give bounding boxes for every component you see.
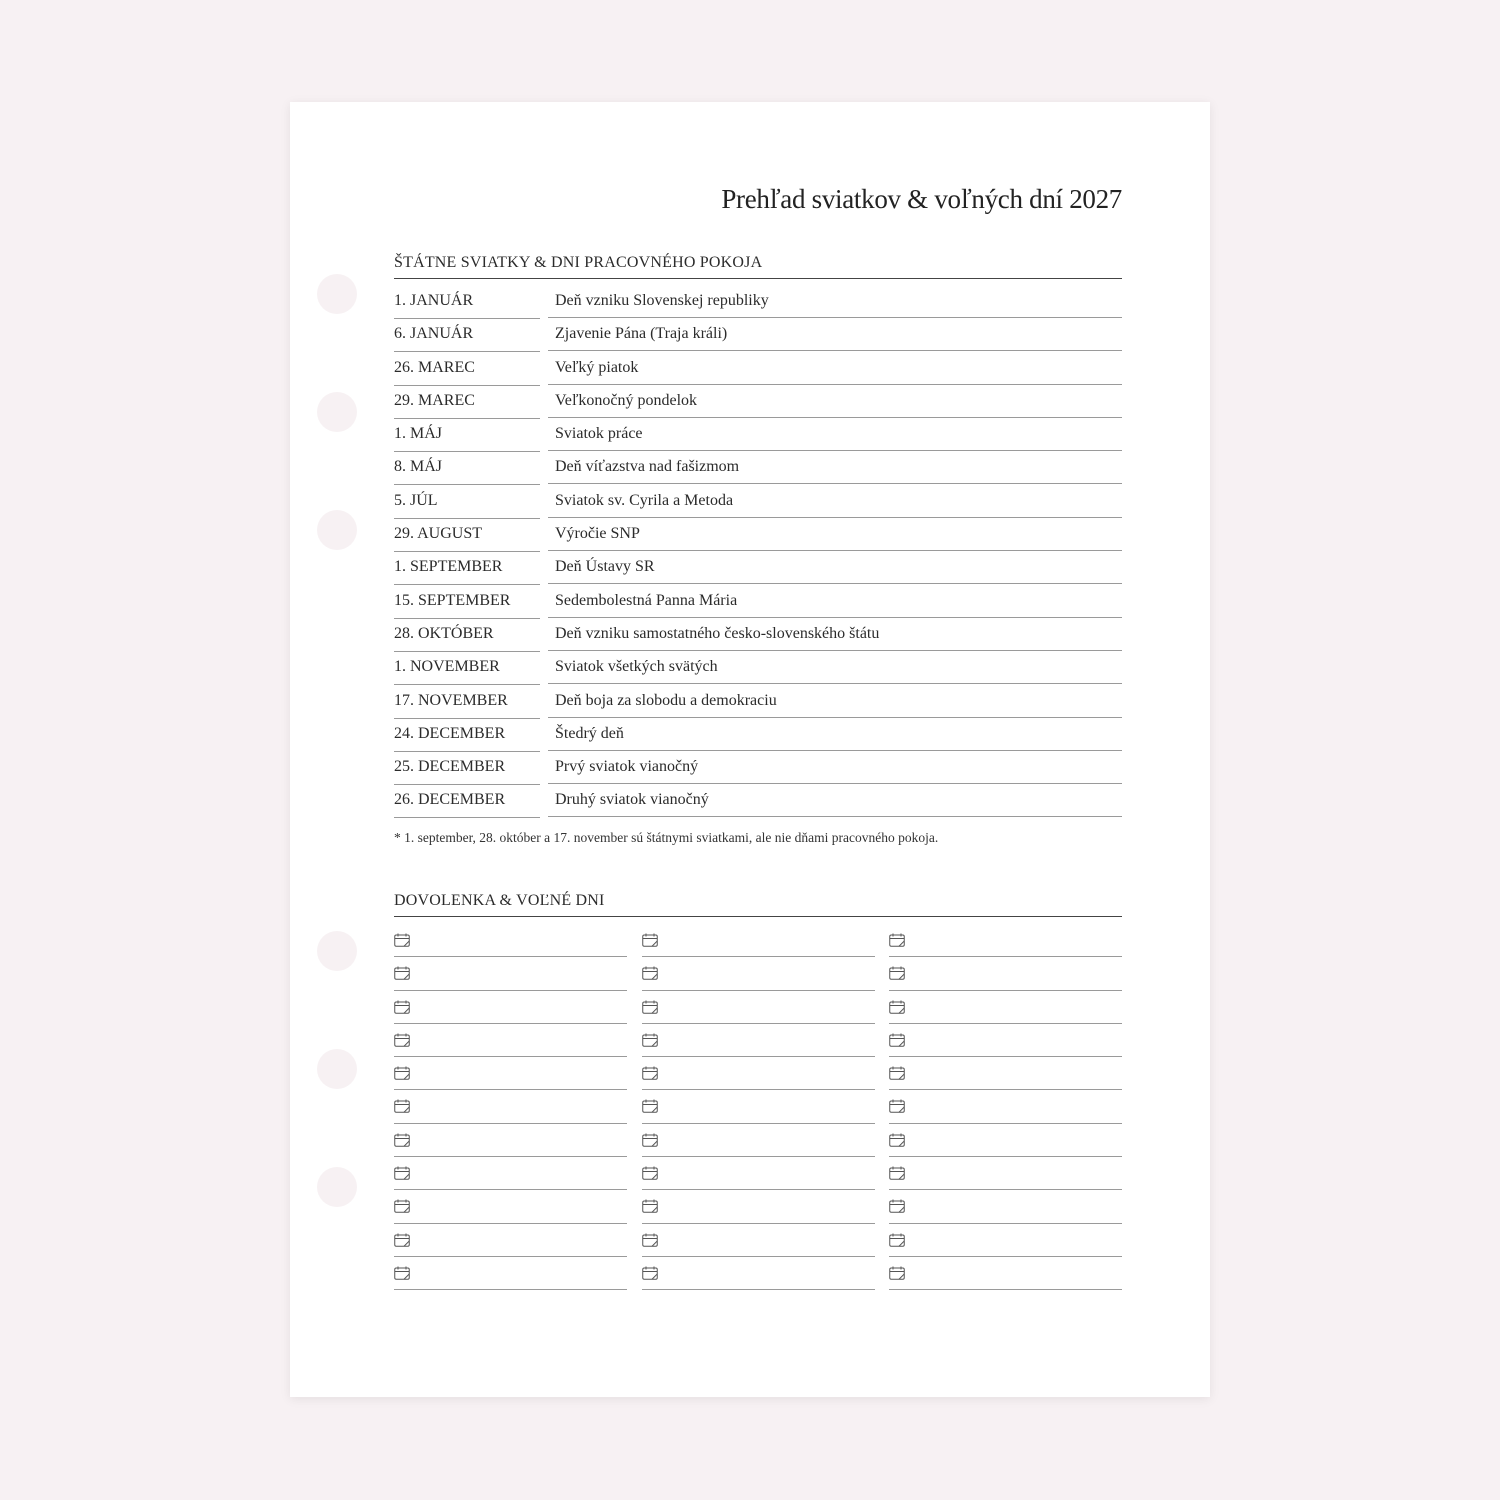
vacation-entry-line[interactable] (642, 1257, 875, 1290)
holiday-name: Deň Ústavy SR (548, 552, 1122, 584)
holiday-date: 1. NOVEMBER (394, 652, 540, 685)
calendar-icon (394, 1033, 410, 1047)
vacation-column (889, 924, 1122, 1290)
holiday-name: Sviatok sv. Cyrila a Metoda (548, 486, 1122, 518)
planner-page (290, 102, 1210, 1397)
vacation-entry-line[interactable] (889, 1257, 1122, 1290)
vacation-entry-line[interactable] (642, 1190, 875, 1223)
holiday-date: 28. OKTÓBER (394, 619, 540, 652)
holiday-date: 17. NOVEMBER (394, 686, 540, 719)
holiday-date: 25. DECEMBER (394, 752, 540, 785)
holiday-date: 29. AUGUST (394, 519, 540, 552)
page-title: Prehľad sviatkov & voľných dní 2027 (721, 184, 1122, 214)
holiday-row (394, 486, 1122, 519)
calendar-icon (642, 933, 658, 947)
vacation-entry-line[interactable] (394, 1257, 627, 1290)
calendar-icon (889, 1099, 905, 1113)
holiday-date: 26. DECEMBER (394, 785, 540, 818)
holiday-name: Sedembolestná Panna Mária (548, 586, 1122, 618)
vacation-entry-line[interactable] (889, 1224, 1122, 1257)
holiday-name: Deň vzniku Slovenskej republiky (548, 286, 1122, 318)
calendar-icon (394, 966, 410, 980)
calendar-icon (642, 1166, 658, 1180)
holiday-row (394, 419, 1122, 452)
vacation-entry-line[interactable] (642, 1057, 875, 1090)
vacation-entry-line[interactable] (642, 1157, 875, 1190)
holiday-row (394, 686, 1122, 719)
holiday-name: Druhý sviatok vianočný (548, 785, 1122, 817)
holiday-date: 5. JÚL (394, 486, 540, 519)
vacation-entry-line[interactable] (394, 1190, 627, 1223)
holiday-row (394, 586, 1122, 619)
punch-hole (317, 274, 357, 314)
calendar-icon (394, 1133, 410, 1147)
vacation-entry-line[interactable] (642, 924, 875, 957)
holiday-row (394, 619, 1122, 652)
vacation-column (642, 924, 875, 1290)
calendar-icon (642, 1099, 658, 1113)
vacation-entry-line[interactable] (889, 1124, 1122, 1157)
punch-hole (317, 931, 357, 971)
calendar-icon (889, 1033, 905, 1047)
vacation-entry-line[interactable] (394, 1224, 627, 1257)
vacation-entry-line[interactable] (889, 924, 1122, 957)
holiday-name: Zjavenie Pána (Traja králi) (548, 319, 1122, 351)
vacation-entry-line[interactable] (642, 1024, 875, 1057)
calendar-icon (394, 1000, 410, 1014)
holiday-list (394, 286, 1122, 819)
punch-hole (317, 1049, 357, 1089)
holiday-date: 1. JANUÁR (394, 286, 540, 319)
holidays-heading: ŠTÁTNE SVIATKY & DNI PRACOVNÉHO POKOJA (394, 254, 1122, 279)
calendar-icon (394, 1066, 410, 1080)
calendar-icon (889, 1166, 905, 1180)
holiday-date: 6. JANUÁR (394, 319, 540, 352)
punch-hole (317, 510, 357, 550)
holiday-name: Deň boja za slobodu a demokraciu (548, 686, 1122, 718)
vacation-entry-line[interactable] (394, 1157, 627, 1190)
holiday-name: Deň víťazstva nad fašizmom (548, 452, 1122, 484)
calendar-icon (642, 1033, 658, 1047)
holiday-date: 24. DECEMBER (394, 719, 540, 752)
calendar-icon (394, 1099, 410, 1113)
calendar-icon (394, 1233, 410, 1247)
holiday-name: Deň vzniku samostatného česko-slovenského štátu (548, 619, 1122, 651)
calendar-icon (642, 1066, 658, 1080)
calendar-icon (642, 1199, 658, 1213)
holiday-row (394, 519, 1122, 552)
holiday-name: Sviatok práce (548, 419, 1122, 451)
punch-hole (317, 392, 357, 432)
holidays-footnote: * 1. september, 28. október a 17. november sú štátnymi sviatkami, ale nie dňami pracovného pokoja. (394, 830, 939, 845)
calendar-icon (642, 1233, 658, 1247)
vacation-entry-line[interactable] (889, 1090, 1122, 1123)
holiday-row (394, 452, 1122, 485)
holiday-name: Štedrý deň (548, 719, 1122, 751)
punch-hole (317, 1167, 357, 1207)
vacation-entry-line[interactable] (642, 1090, 875, 1123)
holiday-date: 1. MÁJ (394, 419, 540, 452)
holiday-row (394, 652, 1122, 685)
calendar-icon (642, 1266, 658, 1280)
vacation-entry-line[interactable] (889, 957, 1122, 990)
holiday-date: 15. SEPTEMBER (394, 586, 540, 619)
holiday-date: 29. MAREC (394, 386, 540, 419)
holiday-name: Veľkonočný pondelok (548, 386, 1122, 418)
holiday-date: 26. MAREC (394, 353, 540, 386)
calendar-icon (642, 1000, 658, 1014)
holiday-name: Výročie SNP (548, 519, 1122, 551)
vacation-entry-line[interactable] (889, 1157, 1122, 1190)
calendar-icon (394, 1199, 410, 1213)
vacation-entry-line[interactable] (642, 957, 875, 990)
vacation-entry-line[interactable] (394, 957, 627, 990)
calendar-icon (642, 1133, 658, 1147)
calendar-icon (889, 966, 905, 980)
calendar-icon (889, 1199, 905, 1213)
calendar-icon (889, 1066, 905, 1080)
calendar-icon (394, 1166, 410, 1180)
holiday-name: Sviatok všetkých svätých (548, 652, 1122, 684)
holiday-date: 1. SEPTEMBER (394, 552, 540, 585)
holiday-row (394, 353, 1122, 386)
holiday-row (394, 286, 1122, 319)
holiday-name: Veľký piatok (548, 353, 1122, 385)
vacation-entry-line[interactable] (394, 1090, 627, 1123)
calendar-icon (642, 966, 658, 980)
vacation-entry-line[interactable] (889, 1190, 1122, 1223)
holiday-date: 8. MÁJ (394, 452, 540, 485)
holiday-row (394, 386, 1122, 419)
vacation-entry-line[interactable] (889, 1024, 1122, 1057)
vacation-entry-line[interactable] (394, 924, 627, 957)
vacation-column (394, 924, 627, 1290)
calendar-icon (889, 1233, 905, 1247)
calendar-icon (889, 933, 905, 947)
calendar-icon (394, 933, 410, 947)
vacation-entry-line[interactable] (394, 1057, 627, 1090)
calendar-icon (889, 1000, 905, 1014)
vacation-entry-line[interactable] (394, 991, 627, 1024)
vacation-entry-line[interactable] (394, 1124, 627, 1157)
calendar-icon (889, 1133, 905, 1147)
calendar-icon (889, 1266, 905, 1280)
vacation-entry-line[interactable] (642, 1224, 875, 1257)
vacation-entry-line[interactable] (642, 1124, 875, 1157)
holiday-name: Prvý sviatok vianočný (548, 752, 1122, 784)
vacation-heading: DOVOLENKA & VOĽNÉ DNI (394, 892, 1122, 917)
calendar-icon (394, 1266, 410, 1280)
holiday-row (394, 785, 1122, 818)
holiday-row (394, 319, 1122, 352)
vacation-entry-line[interactable] (889, 991, 1122, 1024)
vacation-entry-line[interactable] (889, 1057, 1122, 1090)
holiday-row (394, 719, 1122, 752)
vacation-entry-line[interactable] (394, 1024, 627, 1057)
holiday-row (394, 552, 1122, 585)
holiday-row (394, 752, 1122, 785)
vacation-entry-line[interactable] (642, 991, 875, 1024)
